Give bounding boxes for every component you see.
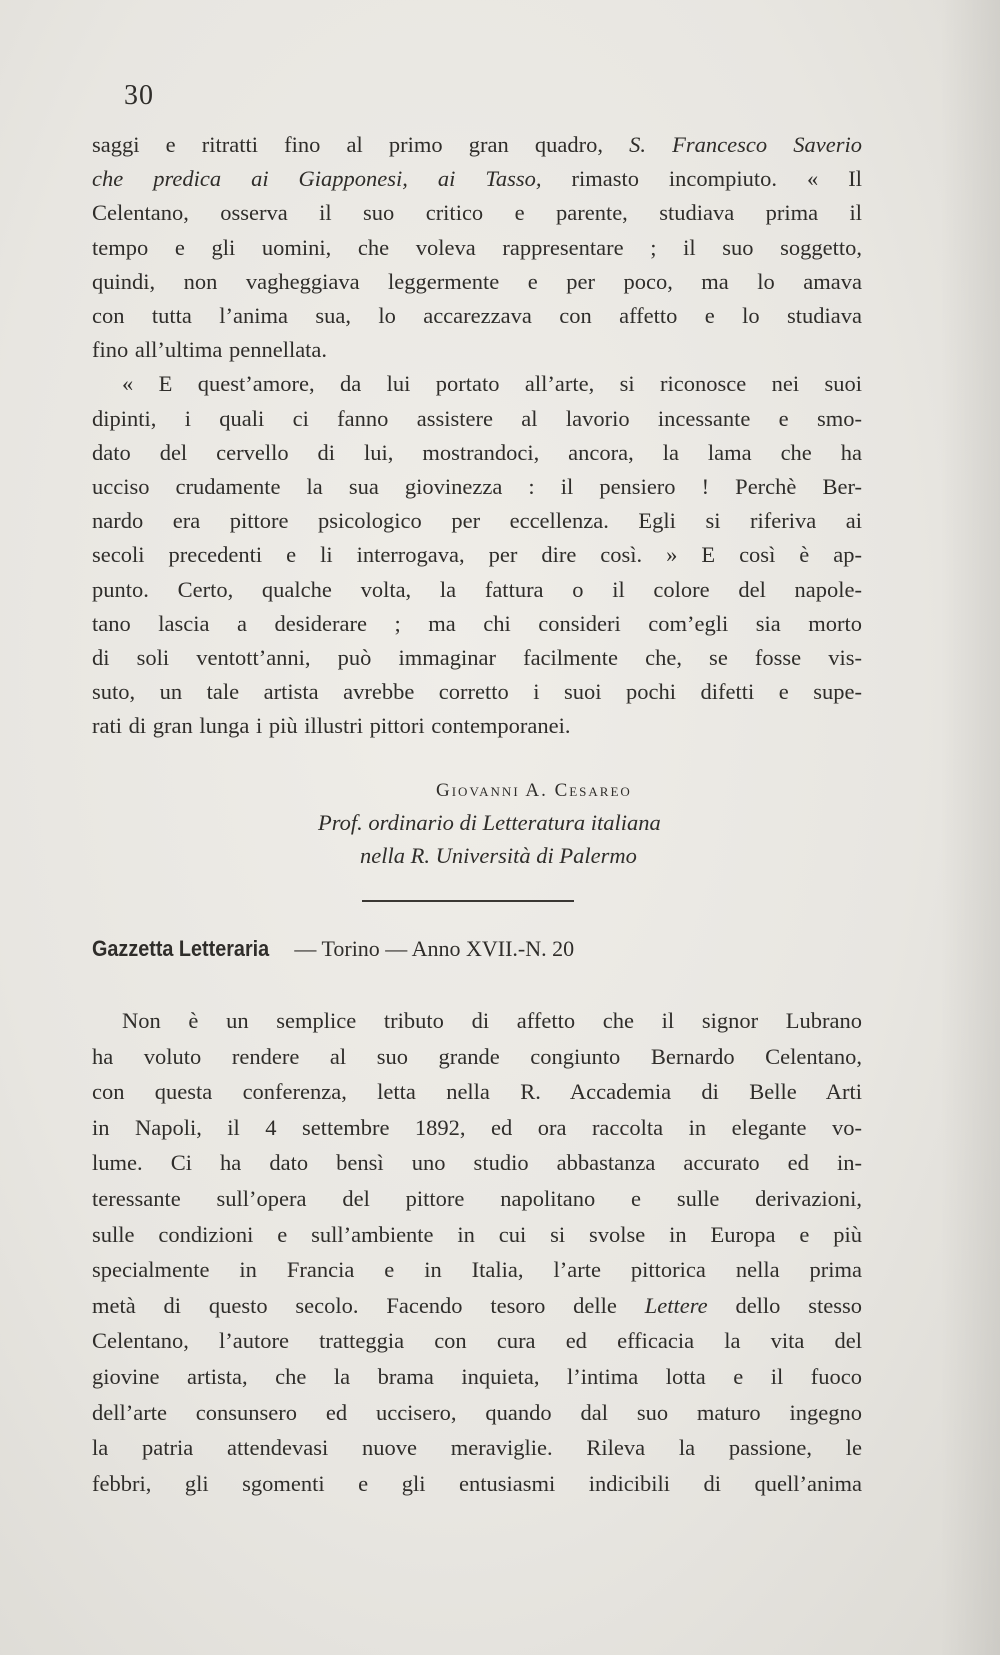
- text-segment: dello stesso: [707, 1292, 862, 1318]
- text-line: [92, 164, 862, 196]
- text-line: [92, 506, 862, 538]
- text-line: [92, 198, 862, 230]
- text-segment: con tutta l’anima sua, lo accarezzava con affetto e lo studiava: [92, 303, 862, 328]
- text-segment: Celentano, l’autore tratteggia con cura ed efficacia la vita del: [92, 1328, 862, 1354]
- text-segment: punto. Certo, qualche volta, la fattura o il colore del napole-: [92, 576, 862, 602]
- text-line: [92, 575, 862, 607]
- text-line: [92, 609, 862, 641]
- text-line: [92, 643, 862, 675]
- page-number: 30: [124, 80, 154, 111]
- text-segment: Non è un semplice tributo di affetto che il signor Lubrano: [122, 1008, 862, 1033]
- text-segment: secoli precedenti e li interrogava, per dire così. » E così è ap-: [92, 542, 862, 568]
- text-segment: nardo era pittore psicologico per eccellenza. Egli si riferiva ai: [92, 508, 862, 534]
- page-edge-shadow: [940, 0, 1000, 1655]
- text-line: [92, 1291, 862, 1323]
- text-segment: giovine artista, che la brama inquieta, l’intima lotta e il fuoco: [92, 1364, 862, 1389]
- text-segment: febbri, gli sgomenti e gli entusiasmi indicibili di quell’anima: [92, 1470, 862, 1496]
- text-segment: saggi e ritratti fino al primo gran quadro,: [92, 132, 630, 157]
- text-line: [92, 1326, 862, 1358]
- author-signature: Giovanni A. Cesareo: [436, 780, 632, 801]
- text-segment: tempo e gli uomini, che voleva rappresentare ; il suo soggetto,: [92, 234, 862, 260]
- text-line: [92, 267, 862, 299]
- text-segment: quindi, non vagheggiava leggermente e per poco, ma lo amava: [92, 268, 862, 294]
- review-source-heading: [92, 936, 574, 962]
- text-segment: ucciso crudamente la sua giovinezza : il pensiero ! Perchè Ber-: [92, 474, 862, 499]
- text-segment: rimasto incompiuto. « Il: [541, 166, 863, 192]
- text-segment: rati di gran lunga i più illustri pittori contemporanei.: [92, 713, 571, 739]
- italic-text: che predica ai Giapponesi, ai Tasso,: [92, 166, 542, 192]
- text-segment: Celentano, osserva il suo critico e parente, studiava prima il: [92, 200, 862, 226]
- text-segment: dell’arte consunsero ed uccisero, quando dal suo maturo ingegno: [92, 1399, 862, 1425]
- text-line: [92, 1184, 862, 1216]
- text-segment: lume. Ci ha dato bensì uno studio abbastanza accurato ed in-: [92, 1150, 862, 1176]
- text-line: [92, 233, 862, 265]
- text-segment: tano lascia a desiderare ; ma chi consideri com’egli sia morto: [92, 610, 862, 636]
- text-line: [92, 301, 862, 333]
- text-line: [92, 1398, 862, 1430]
- text-segment: specialmente in Francia e in Italia, l’arte pittorica nella prima: [92, 1257, 862, 1283]
- author-title-line-1: Prof. ordinario di Letteratura italiana: [318, 810, 661, 835]
- text-line: [92, 711, 862, 743]
- text-line: [122, 369, 862, 401]
- text-line: [92, 404, 862, 436]
- text-line: [92, 1469, 862, 1501]
- journal-details: — Torino — Anno XVII.-N. 20: [288, 936, 575, 961]
- italic-text: Lettere: [644, 1292, 708, 1318]
- text-segment: « E quest’amore, da lui portato all’arte, si riconosce nei suoi: [122, 371, 862, 397]
- text-line: [92, 540, 862, 572]
- author-title-line-2: nella R. Università di Palermo: [360, 843, 637, 868]
- text-line: [92, 472, 862, 504]
- text-line: [92, 677, 862, 709]
- text-line: [92, 1433, 862, 1465]
- section-divider: [362, 900, 574, 902]
- text-line: [92, 438, 862, 470]
- italic-text: S. Francesco Saverio: [629, 132, 862, 157]
- text-segment: in Napoli, il 4 settembre 1892, ed ora raccolta in elegante vo-: [92, 1114, 862, 1140]
- text-segment: fino all’ultima pennellata.: [92, 337, 328, 363]
- text-line: [92, 1220, 862, 1252]
- text-line: [92, 130, 862, 162]
- text-line: [92, 335, 862, 367]
- journal-name: Gazzetta Letteraria: [92, 936, 270, 961]
- text-line: [122, 1006, 862, 1038]
- text-line: [92, 1113, 862, 1145]
- text-segment: la patria attendevasi nuove meraviglie. Rileva la passione, le: [92, 1435, 862, 1461]
- text-line: [92, 1148, 862, 1180]
- text-line: [92, 1042, 862, 1074]
- text-segment: metà di questo secolo. Facendo tesoro delle: [92, 1292, 645, 1318]
- text-line: [92, 1077, 862, 1109]
- text-segment: con questa conferenza, letta nella R. Accademia di Belle Arti: [92, 1079, 862, 1105]
- text-segment: suto, un tale artista avrebbe corretto i suoi pochi difetti e supe-: [92, 679, 862, 705]
- text-line: [92, 1255, 862, 1287]
- text-segment: di soli ventott’anni, può immaginar facilmente che, se fosse vis-: [92, 645, 862, 670]
- text-segment: dato del cervello di lui, mostrandoci, ancora, la lama che ha: [92, 439, 862, 465]
- text-line: [92, 1362, 862, 1394]
- text-segment: ha voluto rendere al suo grande congiunto Bernardo Celentano,: [92, 1043, 862, 1069]
- text-segment: dipinti, i quali ci fanno assistere al lavorio incessante e smo-: [92, 405, 862, 431]
- text-segment: teressante sull’opera del pittore napolitano e sulle derivazioni,: [92, 1186, 862, 1211]
- text-segment: sulle condizioni e sull’ambiente in cui si svolse in Europa e più: [92, 1221, 862, 1247]
